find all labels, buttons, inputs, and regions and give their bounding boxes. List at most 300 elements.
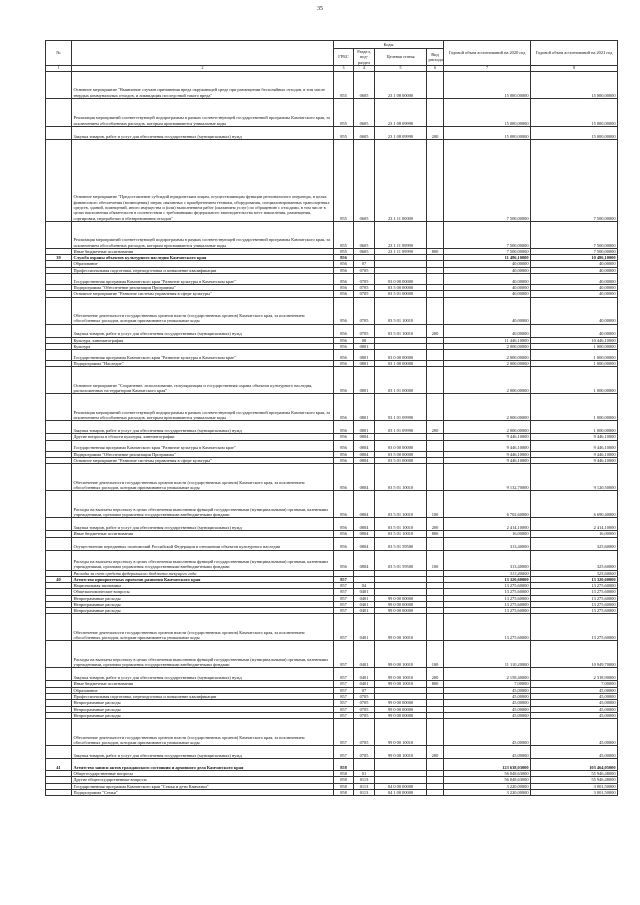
row-grbs: 857 (334, 712, 354, 718)
table-row (46, 537, 618, 550)
row-grbs: 858 (334, 790, 354, 796)
row-number (46, 537, 72, 550)
row-sum-2021: 13 275,60000 (531, 614, 618, 641)
row-sum-2021: 16,00000 (531, 531, 618, 537)
row-number (46, 297, 72, 324)
row-vr (427, 139, 444, 221)
row-grbs: 856 (334, 550, 354, 570)
row-sum-2021: 1 000,00000 (531, 421, 618, 434)
row-razdel: 0401 (354, 608, 375, 614)
row-name: Служба охраны объектов культурного наследия Камчатского края (72, 255, 334, 261)
row-razdel: 0804 (354, 537, 375, 550)
row-name: Агентство записи актов гражданского состояния и архивного дела Камчатского края (72, 759, 334, 771)
row-grbs: 856 (334, 324, 354, 337)
row-sum-2020: 15 000,00000 (444, 126, 531, 139)
row-sum-2020: 45,00000 (444, 706, 531, 712)
row-vr (427, 221, 444, 248)
row-sum-2021: 9 446,10000 (531, 457, 618, 463)
header-name (72, 41, 334, 66)
header-sum-2020: Годовой объем ассигнований на 2020 год (444, 41, 531, 66)
row-name: Реализация мероприятий соответствующей подпрограммы в рамках соответствующей государственной программы Камчатского края, за исключением обособленных расходов, которым присваиваются уникальные коды (72, 98, 334, 126)
row-sum-2021: 7 500,00000 (531, 248, 618, 254)
table-row (46, 719, 618, 746)
row-name: Непрограммные расходы (72, 608, 334, 614)
row-sum-2021: 7 500,00000 (531, 221, 618, 248)
row-razdel: 0705 (354, 291, 375, 297)
index-cell: 4 (354, 65, 375, 71)
row-sum-2021: 55 946,48000 (531, 771, 618, 777)
index-cell: 6 (427, 65, 444, 71)
table-row (46, 273, 618, 284)
row-razdel: 0401 (354, 601, 375, 607)
row-vr (427, 350, 444, 361)
row-grbs: 857 (334, 700, 354, 706)
row-vr: 200 (427, 126, 444, 139)
row-grbs: 856 (334, 350, 354, 361)
row-sum-2021: 1 000,00000 (531, 394, 618, 421)
row-razdel: 0401 (354, 614, 375, 641)
row-sum-2020: 9 132,70000 (444, 464, 531, 491)
row-sum-2020: 13 275,60000 (444, 608, 531, 614)
row-csr: 04 1 00 00000 (375, 790, 427, 796)
row-grbs: 857 (334, 589, 354, 595)
row-sum-2020: 40,00000 (444, 273, 531, 284)
row-razdel: 0804 (354, 451, 375, 457)
row-name: Закупка товаров, работ и услуг для обеспечения государственных (муниципальных) нужд (72, 324, 334, 337)
row-csr: 03 1 01 09990 (375, 421, 427, 434)
row-sum-2021: 7 500,00000 (531, 139, 618, 221)
index-cell: 8 (531, 65, 618, 71)
row-sum-2021: 6 690,40000 (531, 491, 618, 518)
row-name: Общеэкономические вопросы (72, 589, 334, 595)
row-grbs: 856 (334, 291, 354, 297)
row-sum-2021: 40,00000 (531, 273, 618, 284)
row-name: Иные бюджетные ассигнования (72, 531, 334, 537)
header-grbs: ГРБС (334, 49, 354, 66)
row-vr (427, 394, 444, 421)
row-razdel: 0605 (354, 221, 375, 248)
row-vr: 800 (427, 531, 444, 537)
row-number (46, 273, 72, 284)
row-number (46, 98, 72, 126)
row-vr: 200 (427, 518, 444, 531)
row-vr (427, 537, 444, 550)
row-sum-2021: 9 446,10000 (531, 451, 618, 457)
row-sum-2021: 13 275,60000 (531, 608, 618, 614)
row-grbs: 857 (334, 694, 354, 700)
row-name: Обеспечение деятельности государственных органов власти (государственных органов) Камчатского края, за исключением обособленных расходов, которым присваиваются уникальные коды (72, 297, 334, 324)
row-sum-2021: 40,00000 (531, 261, 618, 267)
row-name: Непрограммные расходы (72, 706, 334, 712)
row-name: Расходы на выплаты персоналу в целях обеспечения выполнения функций государственными (муниципальными) органами, казенными учреждениями, органами управления государственными внебюджетными фондами (72, 550, 334, 570)
row-number (46, 139, 72, 221)
row-name: Обеспечение деятельности государственных органов власти (государственных органов) Камчатского края, за исключением обособленных расходов, которым присваиваются уникальные коды (72, 464, 334, 491)
row-sum-2020: 9 446,10000 (444, 457, 531, 463)
row-razdel: 0113 (354, 790, 375, 796)
table-row (46, 139, 618, 221)
row-csr: 23 1 08 09990 (375, 126, 427, 139)
row-razdel: 0801 (354, 421, 375, 434)
row-sum-2020: 45,00000 (444, 719, 531, 746)
row-vr (427, 759, 444, 771)
row-name: Профессиональная подготовка, переподготовка и повышение квалификации (72, 267, 334, 273)
row-csr: 03 1 01 09990 (375, 394, 427, 421)
row-vr: 200 (427, 324, 444, 337)
row-grbs: 856 (334, 394, 354, 421)
row-grbs: 856 (334, 491, 354, 518)
row-csr: 99 0 00 00000 (375, 700, 427, 706)
table-row (46, 491, 618, 518)
row-razdel: 0804 (354, 491, 375, 518)
row-grbs: 855 (334, 126, 354, 139)
row-razdel: 0705 (354, 712, 375, 718)
row-sum-2021: 10 446,10000 (531, 337, 618, 343)
row-sum-2021: 103 464,05000 (531, 759, 618, 771)
row-name: Образование (72, 261, 334, 267)
row-name: Основное мероприятие "Развитие системы управления в сфере культуры" (72, 291, 334, 297)
row-grbs: 857 (334, 608, 354, 614)
row-sum-2021: 1 000,00000 (531, 367, 618, 394)
row-sum-2020: 40,00000 (444, 261, 531, 267)
row-number: 40 (46, 576, 72, 582)
table-row (46, 464, 618, 491)
row-razdel: 07 (354, 687, 375, 693)
row-razdel: 0705 (354, 284, 375, 290)
row-number (46, 746, 72, 759)
row-sum-2021: 15 000,00000 (531, 71, 618, 98)
row-sum-2021: 15 000,00000 (531, 98, 618, 126)
row-grbs: 857 (334, 601, 354, 607)
row-sum-2021: 45,00000 (531, 700, 618, 706)
row-razdel: 0705 (354, 324, 375, 337)
row-grbs: 858 (334, 771, 354, 777)
row-sum-2020: 3 220,00000 (444, 790, 531, 796)
row-razdel: 01 (354, 771, 375, 777)
row-razdel: 0801 (354, 367, 375, 394)
row-grbs: 855 (334, 139, 354, 221)
row-sum-2020: 2 414,10000 (444, 518, 531, 531)
row-sum-2021: 40,00000 (531, 324, 618, 337)
row-sum-2020: 13 320,60000 (444, 576, 531, 582)
table-row (46, 98, 618, 126)
row-sum-2020: 15 000,00000 (444, 71, 531, 98)
row-razdel: 0605 (354, 71, 375, 98)
row-name: Основное мероприятие "Сохранение, использование, популяризация и государственная охрана объектов культурного наследия, расположенных на территории Камчатского края" (72, 367, 334, 394)
row-name: Непрограммные расходы (72, 595, 334, 601)
row-sum-2021: 45,00000 (531, 694, 618, 700)
row-grbs: 855 (334, 71, 354, 98)
row-sum-2020: 2 000,00000 (444, 421, 531, 434)
row-sum-2020: 13 275,60000 (444, 614, 531, 641)
row-razdel: 0705 (354, 694, 375, 700)
row-sum-2020: 45,00000 (444, 687, 531, 693)
row-csr: 99 0 00 10010 (375, 746, 427, 759)
row-sum-2020: 13 275,60000 (444, 601, 531, 607)
row-sum-2020: 40,00000 (444, 291, 531, 297)
row-csr: 03 1 01 00000 (375, 367, 427, 394)
row-razdel: 0804 (354, 550, 375, 570)
row-razdel: 0113 (354, 783, 375, 789)
row-grbs: 856 (334, 451, 354, 457)
row-sum-2020: 45,00000 (444, 712, 531, 718)
row-vr: 200 (427, 421, 444, 434)
row-vr: 100 (427, 550, 444, 570)
row-razdel: 0605 (354, 248, 375, 254)
row-name: Подпрограмма "Обеспечение реализации Программы" (72, 451, 334, 457)
row-vr: 100 (427, 491, 444, 518)
row-name: Непрограммные расходы (72, 601, 334, 607)
row-csr (375, 759, 427, 771)
row-vr (427, 719, 444, 746)
row-grbs: 856 (334, 255, 354, 261)
row-name: Государственная программа Камчатского края "Семья и дети Камчатки" (72, 783, 334, 789)
row-number (46, 394, 72, 421)
row-vr (427, 464, 444, 491)
row-sum-2020: 13 275,60000 (444, 589, 531, 595)
row-csr: 03 5 01 00000 (375, 457, 427, 463)
row-sum-2021: 45,00000 (531, 719, 618, 746)
row-sum-2021: 9 446,10000 (531, 434, 618, 440)
row-razdel: 0605 (354, 126, 375, 139)
row-sum-2021: 10 486,10000 (531, 255, 618, 261)
row-csr: 03 0 00 00000 (375, 350, 427, 361)
page-number: 35 (317, 6, 323, 12)
row-sum-2020: 7 500,00000 (444, 139, 531, 221)
row-csr: 23 1 08 09990 (375, 98, 427, 126)
row-razdel: 08 (354, 337, 375, 343)
row-sum-2020: 2 000,00000 (444, 343, 531, 349)
row-sum-2020: 2 000,00000 (444, 394, 531, 421)
row-sum-2021: 325,60000 (531, 537, 618, 550)
row-name: Непрограммные расходы (72, 700, 334, 706)
row-sum-2020: 45,00000 (444, 694, 531, 700)
row-sum-2021: 15 000,00000 (531, 126, 618, 139)
row-vr: 800 (427, 681, 444, 687)
row-sum-2021: 9 446,10000 (531, 440, 618, 451)
table-row (46, 550, 618, 570)
table-row (46, 421, 618, 434)
row-grbs: 857 (334, 583, 354, 589)
row-name: Подпрограмма "Обеспечение реализации Программы" (72, 284, 334, 290)
row-csr: 03 0 00 00000 (375, 440, 427, 451)
table-row (46, 394, 618, 421)
row-name: Иные бюджетные ассигнования (72, 248, 334, 254)
row-vr (427, 98, 444, 126)
row-csr: 03 5 01 10010 (375, 518, 427, 531)
row-grbs: 857 (334, 668, 354, 681)
row-grbs: 856 (334, 440, 354, 451)
row-grbs: 857 (334, 681, 354, 687)
row-name: Профессиональная подготовка, переподготовка и повышение квалификации (72, 694, 334, 700)
row-razdel: 0113 (354, 777, 375, 783)
row-grbs: 856 (334, 421, 354, 434)
row-sum-2020: 3 220,00000 (444, 783, 531, 789)
row-number: 39 (46, 255, 72, 261)
row-razdel: 0804 (354, 440, 375, 451)
row-sum-2020: 2 158,40000 (444, 668, 531, 681)
row-sum-2020: 7 500,00000 (444, 221, 531, 248)
row-razdel: 0605 (354, 139, 375, 221)
table-row (46, 71, 618, 98)
index-cell: 3 (334, 65, 354, 71)
row-grbs: 856 (334, 343, 354, 349)
table-row (46, 324, 618, 337)
row-grbs: 856 (334, 367, 354, 394)
row-grbs: 856 (334, 361, 354, 367)
row-sum-2021: 40,00000 (531, 267, 618, 273)
row-csr: 99 0 00 10010 (375, 668, 427, 681)
row-csr: 03 5 01 00000 (375, 291, 427, 297)
row-number (46, 790, 72, 796)
index-cell: 7 (444, 65, 531, 71)
row-number (46, 668, 72, 681)
row-razdel: 0705 (354, 297, 375, 324)
row-sum-2020: 40,00000 (444, 297, 531, 324)
row-razdel: 0801 (354, 394, 375, 421)
row-grbs: 856 (334, 518, 354, 531)
row-grbs: 858 (334, 759, 354, 771)
row-csr: 03 5 01 59500 (375, 537, 427, 550)
row-sum-2021: 40,00000 (531, 291, 618, 297)
row-grbs: 856 (334, 434, 354, 440)
row-csr: 99 0 00 10010 (375, 719, 427, 746)
row-grbs: 857 (334, 614, 354, 641)
row-razdel: 0401 (354, 681, 375, 687)
row-name: Закупка товаров, работ и услуг для обеспечения государственных (муниципальных) нужд (72, 421, 334, 434)
row-csr: 99 0 00 10010 (375, 614, 427, 641)
table-row (46, 367, 618, 394)
row-sum-2021: 40,00000 (531, 284, 618, 290)
row-razdel: 0804 (354, 531, 375, 537)
row-csr: 03 5 01 10010 (375, 297, 427, 324)
table-row (46, 350, 618, 361)
row-number (46, 518, 72, 531)
table-row (46, 297, 618, 324)
row-sum-2020: 9 446,10000 (444, 440, 531, 451)
row-sum-2021: 45,00000 (531, 706, 618, 712)
row-sum-2020: 13 275,60000 (444, 595, 531, 601)
row-grbs: 857 (334, 706, 354, 712)
row-vr: 800 (427, 248, 444, 254)
row-razdel: 0804 (354, 434, 375, 440)
budget-table (45, 40, 618, 796)
row-sum-2021: 13 320,60000 (531, 576, 618, 582)
row-number (46, 641, 72, 668)
row-csr: 03 5 01 10010 (375, 531, 427, 537)
header-num: № (46, 41, 72, 66)
row-vr: 200 (427, 668, 444, 681)
row-name: Подпрограмма "Семья" (72, 790, 334, 796)
row-number (46, 221, 72, 248)
table-row (46, 641, 618, 668)
row-sum-2020: 16,00000 (444, 531, 531, 537)
row-grbs: 858 (334, 777, 354, 783)
row-grbs: 857 (334, 746, 354, 759)
row-sum-2021: 325,60000 (531, 570, 618, 576)
header-vr: Вид расхода (427, 49, 444, 66)
row-grbs: 856 (334, 464, 354, 491)
row-vr (427, 71, 444, 98)
row-sum-2021: 1 000,00000 (531, 343, 618, 349)
row-name: Осуществление переданных полномочий Российской Федерации в отношении объектов культурного наследия (72, 537, 334, 550)
row-razdel: 0804 (354, 464, 375, 491)
row-grbs: 857 (334, 719, 354, 746)
row-number (46, 350, 72, 361)
row-sum-2020: 40,00000 (444, 284, 531, 290)
row-sum-2021: 9 120,50000 (531, 464, 618, 491)
row-razdel: 0804 (354, 457, 375, 463)
index-cell: 2 (72, 65, 334, 71)
row-razdel: 0401 (354, 589, 375, 595)
row-number (46, 719, 72, 746)
row-razdel: 0705 (354, 719, 375, 746)
header-sum-2021: Годовой объем ассигнований на 2021 год (531, 41, 618, 66)
row-razdel: 0705 (354, 273, 375, 284)
row-razdel: 0801 (354, 361, 375, 367)
row-number (46, 550, 72, 570)
row-name: Обеспечение деятельности государственных органов власти (государственных органов) Камчатского края, за исключением обособленных расходов, которым присваиваются уникальные коды (72, 614, 334, 641)
index-cell: 1 (46, 65, 72, 71)
row-grbs: 857 (334, 595, 354, 601)
row-grbs: 856 (334, 457, 354, 463)
row-grbs: 856 (334, 337, 354, 343)
row-razdel: 04 (354, 583, 375, 589)
row-number (46, 464, 72, 491)
row-csr: 03 5 01 10010 (375, 491, 427, 518)
row-name: Другие общегосударственные вопросы (72, 777, 334, 783)
index-cell: 5 (375, 65, 427, 71)
row-sum-2020: 2 000,00000 (444, 350, 531, 361)
row-csr: 03 1 00 00000 (375, 361, 427, 367)
row-sum-2021: 55 946,48000 (531, 777, 618, 783)
row-number (46, 324, 72, 337)
row-razdel: 0705 (354, 700, 375, 706)
header-razdel: Раздел, под-раздел (354, 49, 375, 66)
row-grbs: 855 (334, 248, 354, 254)
row-name: Основное мероприятие "Развитие системы управления в сфере культуры" (72, 457, 334, 463)
row-csr: 23 1 08 00000 (375, 71, 427, 98)
row-vr: 200 (427, 746, 444, 759)
table-row (46, 518, 618, 531)
row-sum-2021: 7,00000 (531, 681, 618, 687)
row-csr: 99 0 00 00000 (375, 712, 427, 718)
row-csr: 03 5 01 59500 (375, 550, 427, 570)
row-csr: 23 1 11 09990 (375, 221, 427, 248)
row-grbs: 857 (334, 641, 354, 668)
row-csr: 99 0 00 00000 (375, 601, 427, 607)
row-grbs: 856 (334, 284, 354, 290)
row-razdel: 0801 (354, 343, 375, 349)
table-row (46, 759, 618, 771)
budget-table-body (46, 71, 618, 795)
row-grbs: 856 (334, 273, 354, 284)
row-razdel: 0705 (354, 746, 375, 759)
row-name: Культура, кинематография (72, 337, 334, 343)
row-csr: 23 1 11 00000 (375, 139, 427, 221)
row-sum-2021: 2 414,10000 (531, 518, 618, 531)
row-sum-2020: 2 000,00000 (444, 367, 531, 394)
row-sum-2020: 123 638,03000 (444, 759, 531, 771)
row-sum-2021: 45,00000 (531, 746, 618, 759)
row-sum-2021: 40,00000 (531, 297, 618, 324)
row-name: Закупка товаров, работ и услуг для обеспечения государственных (муниципальных) нужд (72, 126, 334, 139)
row-name: Другие вопросы в области культуры, кинематографии (72, 434, 334, 440)
row-csr: 03 0 00 00000 (375, 273, 427, 284)
table-row (46, 746, 618, 759)
row-name: Обеспечение деятельности государственных органов власти (государственных органов) Камчатского края, за исключением обособленных расходов, которым присваиваются уникальные коды (72, 719, 334, 746)
row-number (46, 367, 72, 394)
row-name: Основное мероприятие "Выявление случаев причинения вреда окружающей среде при размещении бесхозяйных отходов, в том числе твердых коммунальных отходов, и ликвидация последствий такого вреда" (72, 71, 334, 98)
